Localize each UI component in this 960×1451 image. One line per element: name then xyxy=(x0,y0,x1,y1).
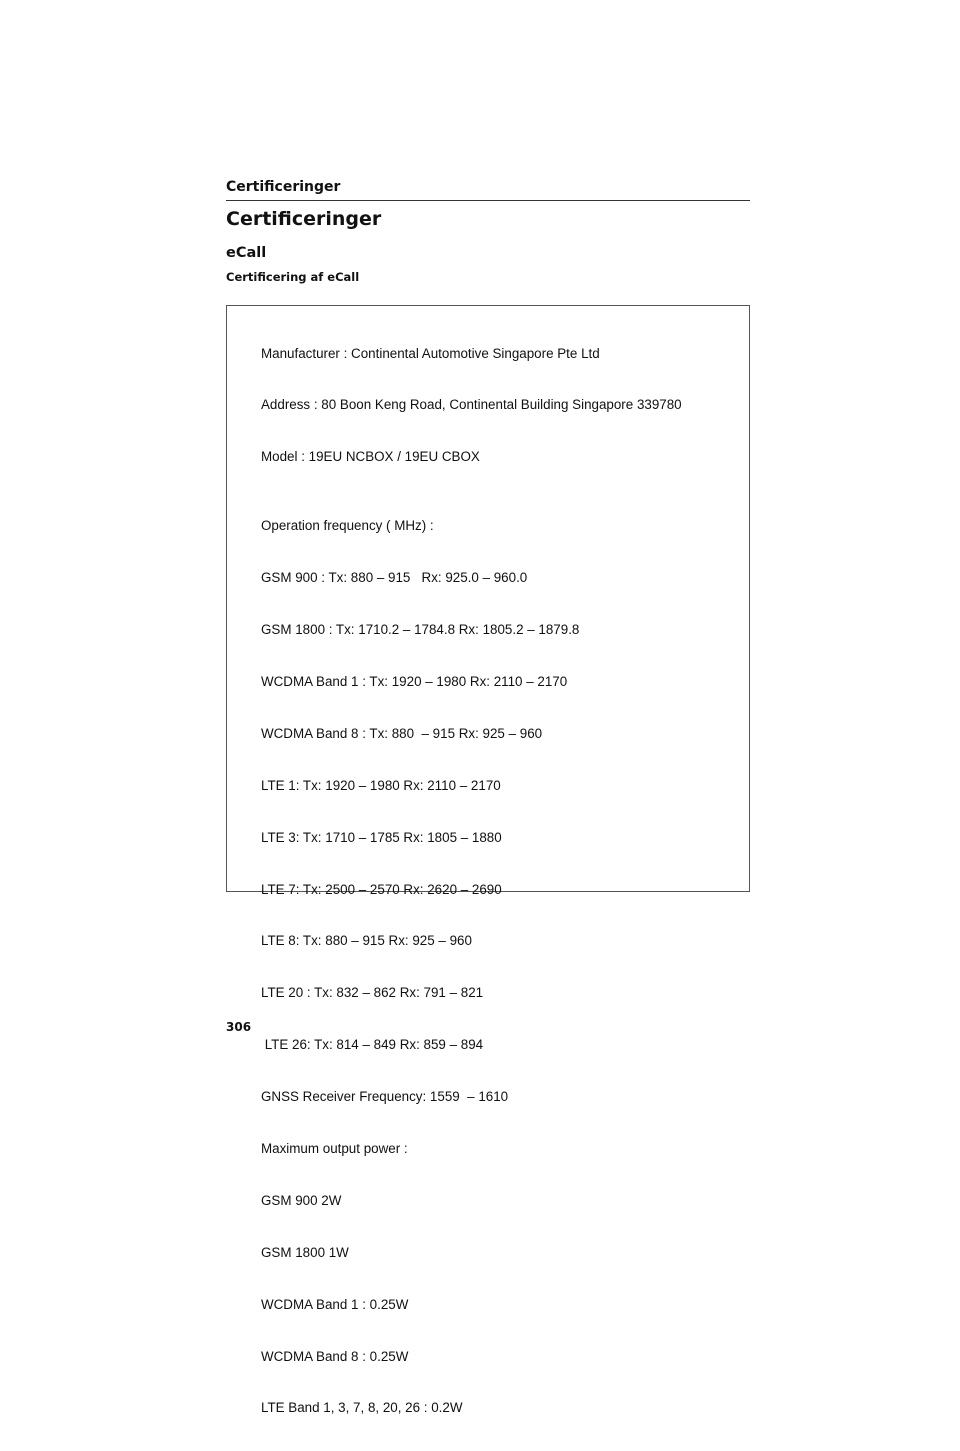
section-subheading: Certificering af eCall xyxy=(226,270,360,284)
certificate-lines xyxy=(261,310,682,1451)
certificate-line-wcdma1-freq: WCDMA Band 1 : Tx: 1920 – 1980 Rx: 2110 – 2170 xyxy=(261,673,568,689)
certificate-line-lte20-freq: LTE 20 : Tx: 832 – 862 Rx: 791 – 821 xyxy=(261,985,484,1001)
running-header xyxy=(226,178,750,201)
running-header-title: Certificeringer xyxy=(226,179,341,195)
page-number: 306 xyxy=(226,1020,252,1034)
certificate-line-manufacturer: Manufacturer : Continental Automotive Singapore Pte Ltd xyxy=(261,345,600,361)
certificate-line-lte-power: LTE Band 1, 3, 7, 8, 20, 26 : 0.2W xyxy=(261,1400,463,1416)
certificate-line-gsm1800-freq: GSM 1800 : Tx: 1710.2 – 1784.8 Rx: 1805.2 – 1879.8 xyxy=(261,622,580,638)
certificate-line-operation-frequency: Operation frequency ( MHz) : xyxy=(261,518,434,534)
section-subtitle: eCall xyxy=(226,245,267,261)
section-title: Certificeringer xyxy=(226,208,382,230)
certificate-line-lte3-freq: LTE 3: Tx: 1710 – 1785 Rx: 1805 – 1880 xyxy=(261,829,502,845)
certificate-line-gsm900-freq: GSM 900 : Tx: 880 – 915 Rx: 925.0 – 960.0 xyxy=(261,570,528,586)
certificate-line-lte26-freq: LTE 26: Tx: 814 – 849 Rx: 859 – 894 xyxy=(261,1037,484,1053)
certificate-line-model: Model : 19EU NCBOX / 19EU CBOX xyxy=(261,449,480,465)
certificate-line-gsm900-power: GSM 900 2W xyxy=(261,1192,342,1208)
certificate-line-gsm1800-power: GSM 1800 1W xyxy=(261,1244,349,1260)
certificate-line-lte1-freq: LTE 1: Tx: 1920 – 1980 Rx: 2110 – 2170 xyxy=(261,777,501,793)
certificate-line-wcdma8-power: WCDMA Band 8 : 0.25W xyxy=(261,1348,409,1364)
certificate-line-lte8-freq: LTE 8: Tx: 880 – 915 Rx: 925 – 960 xyxy=(261,933,472,949)
certificate-line-address: Address : 80 Boon Keng Road, Continental Building Singapore 339780 xyxy=(261,397,682,413)
certificate-line-lte7-freq: LTE 7: Tx: 2500 – 2570 Rx: 2620 – 2690 xyxy=(261,881,502,897)
certificate-line-wcdma8-freq: WCDMA Band 8 : Tx: 880 – 915 Rx: 925 – 960 xyxy=(261,725,543,741)
certificate-line-wcdma1-power: WCDMA Band 1 : 0.25W xyxy=(261,1296,409,1312)
certificate-line-gnss-freq: GNSS Receiver Frequency: 1559 – 1610 xyxy=(261,1089,509,1105)
certificate-line-max-output-power: Maximum output power : xyxy=(261,1140,408,1156)
